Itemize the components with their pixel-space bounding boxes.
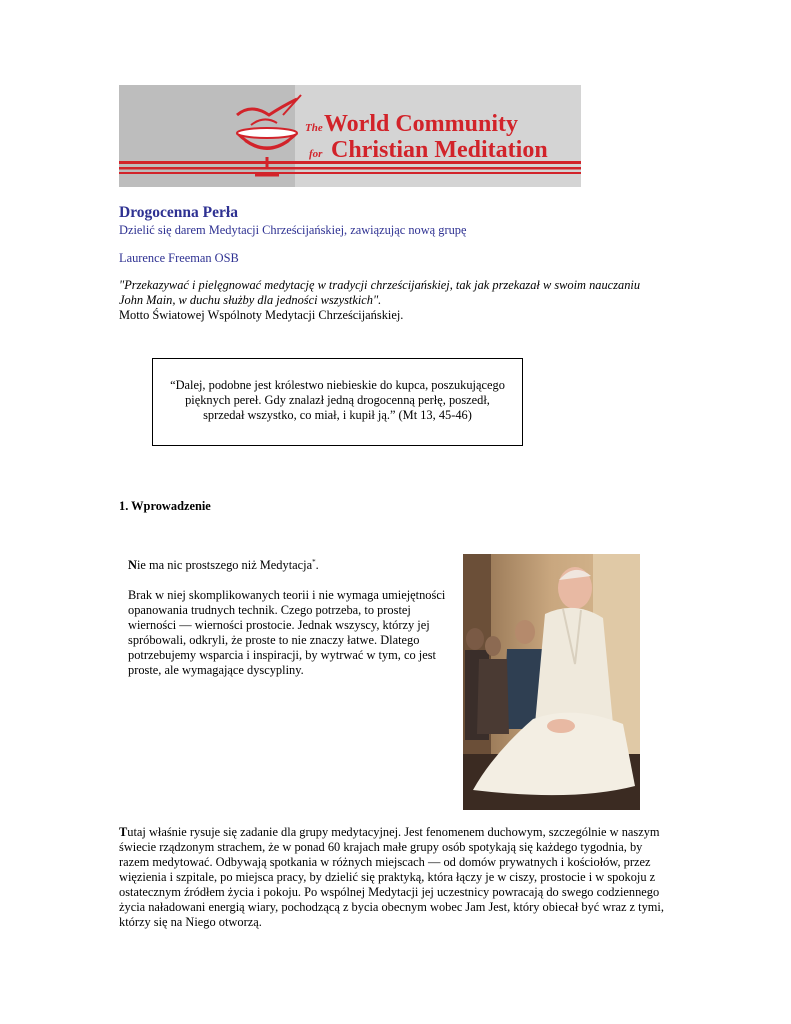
logo-for-text: for <box>309 148 323 160</box>
author-name: Laurence Freeman OSB <box>119 251 239 265</box>
intro-paragraph-2: Brak w niej skomplikowanych teorii i nie wymaga umiejętności opanowania trudnych technik. Czego potrzeba, to prostej wierności — wierności prostocie. Jednak wszyscy, którzy jej spróbowali, odkryli, że proste to nie znaczy łatwe. Dlatego potrzebujemy wsparcia i inspiracji, by wytrwać w tym, co jest proste, ale wymagające dyscypliny. <box>128 588 446 677</box>
wccm-logo <box>119 85 581 187</box>
footnote-marker: * <box>312 557 316 566</box>
paragraph-text: ie ma nic prostszego niż Medytacja <box>136 558 313 572</box>
motto-block <box>119 278 664 323</box>
section-heading: 1. Wprowadzenie <box>119 499 211 513</box>
logo-small-text: The <box>305 122 323 134</box>
scripture-quote-box <box>152 358 523 446</box>
body-paragraph <box>119 825 671 930</box>
scripture-quote: “Dalej, podobne jest królestwo niebieskie do kupca, poszukującego pięknych pereł. Gdy znalazł jedną drogocenną perłę, poszedł, sprzedał wszystko, co miał, i kupił ją.” (Mt 13, 45-46) <box>170 378 505 422</box>
paragraph-end: . <box>315 558 319 572</box>
header-banner <box>119 85 581 187</box>
meditation-photo <box>463 554 640 810</box>
document-subtitle: Dzielić się darem Medytacji Chrześcijańskiej, zawiązując nową grupę <box>119 223 467 237</box>
motto-quote: "Przekazywać i pielęgnować medytację w tradycji chrześcijańskiej, tak jak przekazał w swoim nauczaniu John Main, w duchu służby dla jedności wszystkich". <box>119 278 641 307</box>
motto-source: Motto Światowej Wspólnoty Medytacji Chrześcijańskiej. <box>119 308 404 322</box>
drop-initial: N <box>128 558 137 572</box>
paragraph-text: utaj właśnie rysuje się zadanie dla grupy medytacyjnej. Jest fenomenem duchowym, szczególnie w naszym świecie rządzonym strachem, że w ponad 60 krajach małe grupy osób spotykają się każdego tygodnia, by razem medytować. Odbywają spotkania w różnych miejscach — od domów prywatnych i kościołów, przez więzienia i szpitale, po miejsca pracy, by dzielić się praktyką, która łączy je w ciszy, prostocie i w spokoju z ostatecznym źródłem życia i pokoju. Po wspólnej Medytacji jej uczestnicy powracają do swego codziennego życia naładowani energią wiary, pochodzącą z bycia obecnym wobec Jam Jest, który obiecał być wraz z tymi, którzy się na Niego otworzą. <box>119 825 664 929</box>
logo-line1: World Community <box>324 111 519 137</box>
drop-initial: T <box>119 825 128 839</box>
intro-paragraph-1 <box>128 558 450 573</box>
logo-line2: Christian Meditation <box>331 137 548 163</box>
intro-text <box>128 558 450 693</box>
document-title: Drogocenna Perła <box>119 204 238 221</box>
